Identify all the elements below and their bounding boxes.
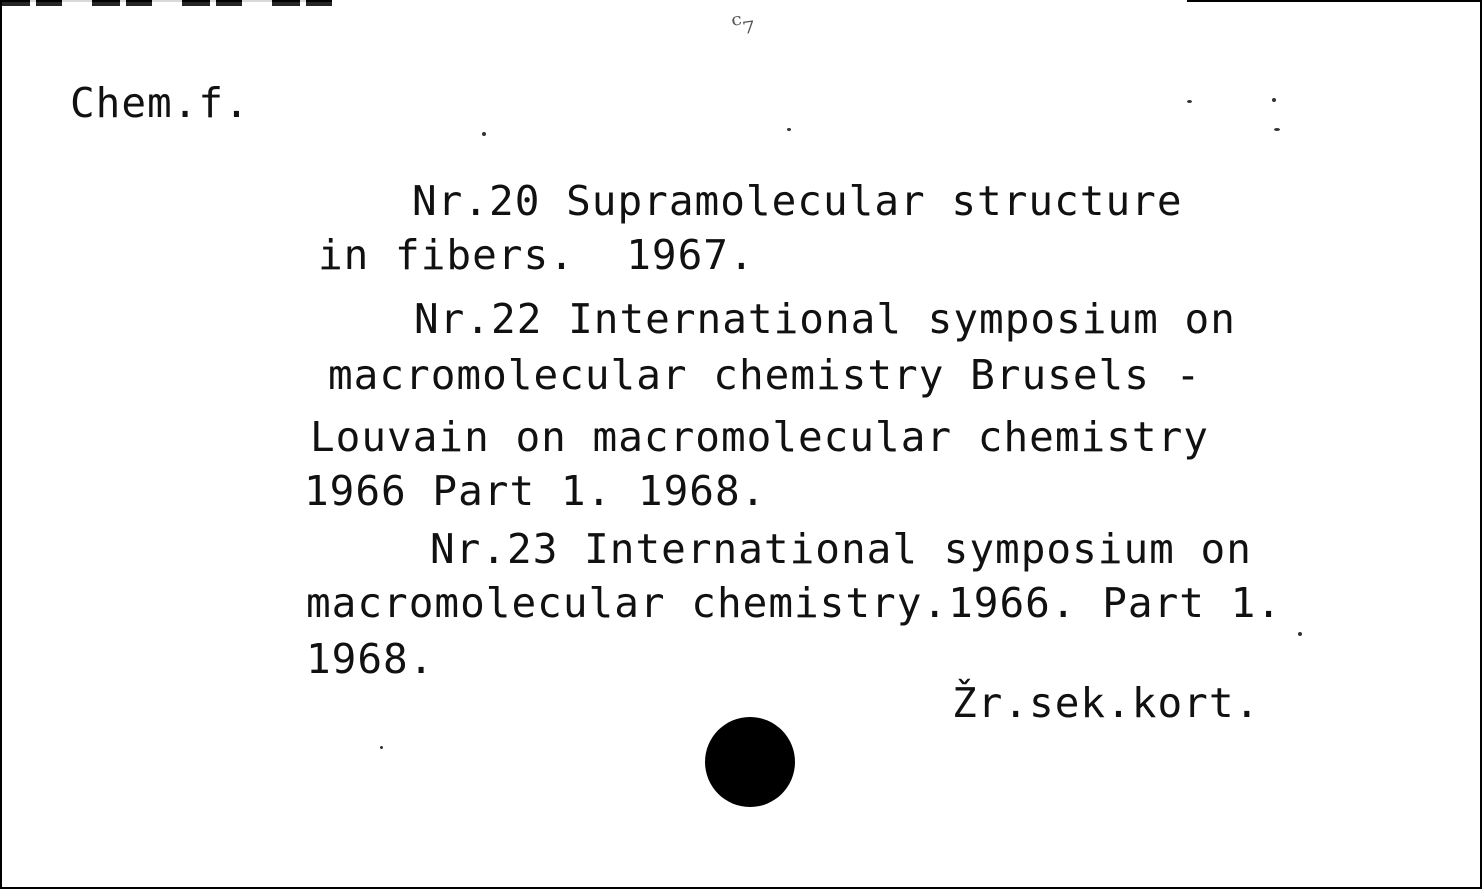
entry-line: 1966 Part 1. 1968. [304,467,767,515]
entry-line: Louvain on macromolecular chemistry [310,413,1209,461]
speck [380,746,383,749]
entry-line: in fibers. 1967. [318,231,755,279]
speck [1272,98,1276,102]
footer-note: Žr.sek.kort. [952,679,1261,727]
speck [787,128,791,131]
entry-line: Nr.20 Supramolecular structure [412,177,1183,225]
entry-line: macromolecular chemistry.1966. Part 1. [306,579,1282,627]
entry-line: macromolecular chemistry Brusels - [328,351,1202,399]
punch-hole [705,717,795,807]
speck [1187,100,1192,103]
speck [1274,128,1280,131]
entry-line: 1968. [306,635,435,683]
handwritten-corner-mark: ᶜ₇ [729,5,757,44]
top-edge-marks [2,0,332,6]
speck [1298,632,1302,636]
call-number: Chem.f. [70,79,250,127]
speck [482,132,486,136]
entry-line: Nr.23 International symposium on [430,525,1252,573]
entry-line: Nr.22 International symposium on [414,295,1236,343]
top-edge-gap [332,0,1187,3]
